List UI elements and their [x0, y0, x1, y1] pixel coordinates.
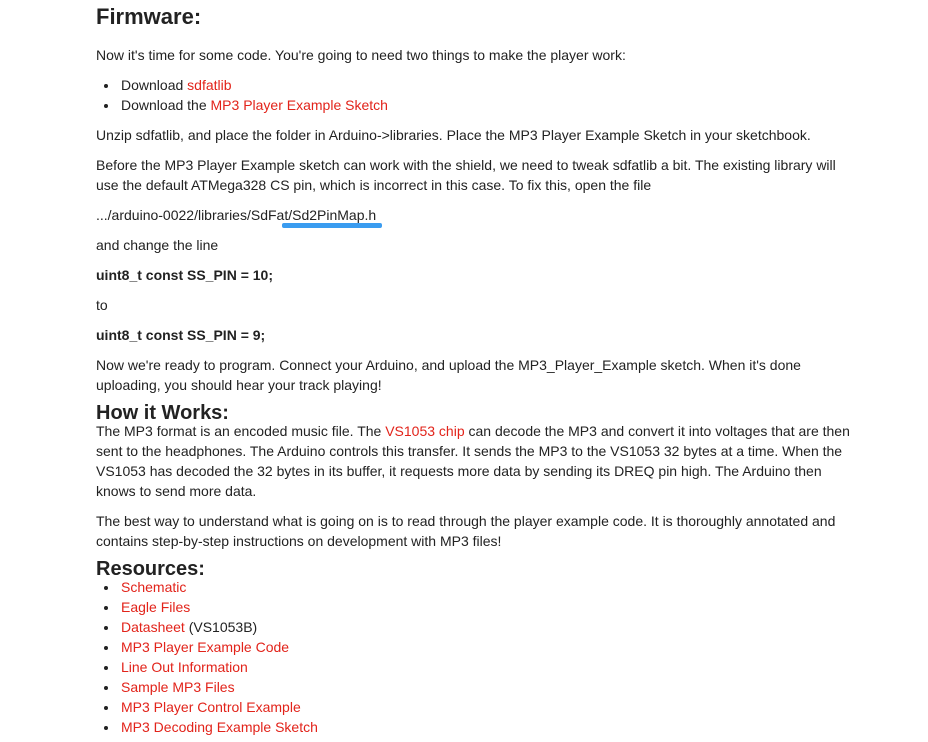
- line-out-information-link[interactable]: Line Out Information: [121, 659, 248, 675]
- schematic-link[interactable]: Schematic: [121, 579, 187, 595]
- bullet-icon: [104, 666, 108, 670]
- list-item: [96, 597, 318, 617]
- bullet-icon: [104, 606, 108, 610]
- list-item: [96, 677, 318, 697]
- to-text: to: [96, 297, 108, 313]
- list-item: [96, 617, 318, 637]
- resources-heading: Resources:: [96, 558, 205, 580]
- bullet-icon: [104, 84, 108, 88]
- mp3-decoding-example-sketch-link[interactable]: MP3 Decoding Example Sketch: [121, 719, 318, 735]
- list-item: [96, 577, 318, 597]
- how-text-before: The MP3 format is an encoded music file. The: [96, 423, 386, 439]
- before-paragraph: Before the MP3 Player Example sketch can work with the shield, we need to tweak sdfatlib a bit. The existing library will use the default ATMega328 CS pin, which is incorrect in this case. To fix this, open the file: [96, 157, 836, 193]
- change-line-text: and change the line: [96, 237, 219, 253]
- mp3-player-control-example-link[interactable]: MP3 Player Control Example: [121, 699, 301, 715]
- how-it-works-heading: How it Works:: [96, 402, 229, 424]
- mp3-player-sketch-link[interactable]: MP3 Player Example Sketch: [210, 97, 388, 113]
- download-prefix: Download the: [121, 97, 211, 113]
- mp3-player-example-code-link[interactable]: MP3 Player Example Code: [121, 639, 290, 655]
- code-new-line: uint8_t const SS_PIN = 9;: [96, 327, 266, 343]
- ready-paragraph: Now we're ready to program. Connect your Arduino, and upload the MP3_Player_Example sketch. When it's done uploading, you should hear your track playing!: [96, 357, 801, 393]
- list-item: [96, 637, 318, 657]
- download-prefix: Download: [121, 77, 188, 93]
- text-selection-highlight: [282, 223, 382, 228]
- bullet-icon: [104, 646, 108, 650]
- how-paragraph-1: [96, 421, 861, 501]
- sample-mp3-files-link[interactable]: Sample MP3 Files: [121, 679, 235, 695]
- list-item: [96, 75, 388, 95]
- how-paragraph-2: The best way to understand what is going on is to read through the player example code. It is thoroughly annotated and contains step-by-step instructions on development with MP3 files!: [96, 513, 836, 549]
- resources-list: [96, 577, 318, 737]
- bullet-icon: [104, 626, 108, 630]
- sdfatlib-link[interactable]: sdfatlib: [187, 77, 232, 93]
- unzip-paragraph: Unzip sdfatlib, and place the folder in Arduino->libraries. Place the MP3 Player Example Sketch in your sketchbook.: [96, 127, 811, 143]
- list-item: [96, 697, 318, 717]
- list-item: [96, 657, 318, 677]
- how-text-after: can decode the MP3 and convert it into voltages that are then sent to the headphones. The Arduino controls this transfer. It sends the MP3 to the VS1053 32 bytes at a time. When the VS1053 has decoded the 32 bytes in its buffer, it requests more data by sending its DREQ pin high. The Arduino then knows to send more data.: [96, 423, 850, 499]
- firmware-intro: Now it's time for some code. You're going to need two things to make the player work:: [96, 47, 626, 63]
- eagle-files-link[interactable]: Eagle Files: [121, 599, 191, 615]
- code-old-line: uint8_t const SS_PIN = 10;: [96, 267, 273, 283]
- list-item: [96, 95, 388, 115]
- bullet-icon: [104, 586, 108, 590]
- datasheet-link[interactable]: Datasheet: [121, 619, 185, 635]
- file-path: .../arduino-0022/libraries/SdFat/Sd2PinMap.h: [96, 207, 377, 223]
- vs1053-chip-link[interactable]: VS1053 chip: [385, 423, 465, 439]
- bullet-icon: [104, 706, 108, 710]
- resource-suffix: (VS1053B): [184, 619, 258, 635]
- list-item: [96, 717, 318, 737]
- download-list: [96, 75, 388, 115]
- bullet-icon: [104, 686, 108, 690]
- bullet-icon: [104, 726, 108, 730]
- bullet-icon: [104, 104, 108, 108]
- firmware-heading: Firmware:: [96, 4, 202, 29]
